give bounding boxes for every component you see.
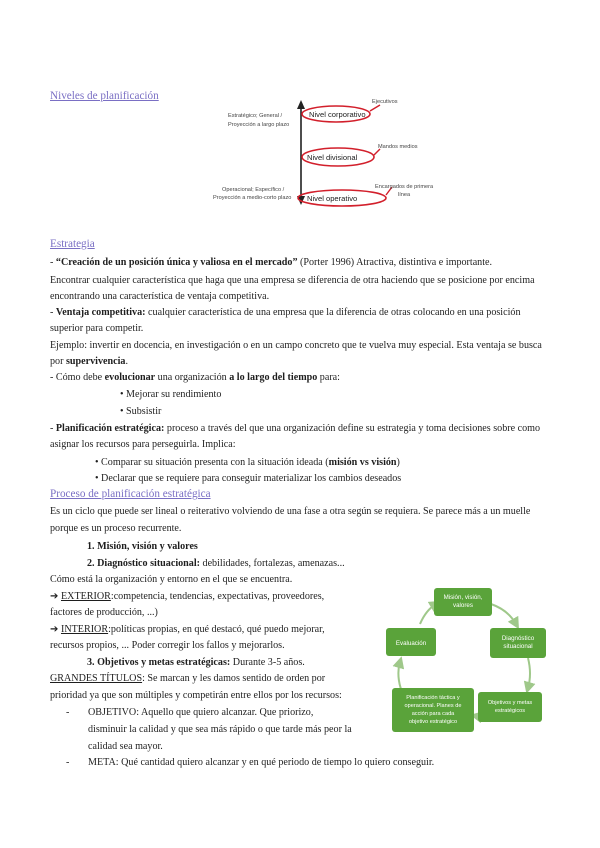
dash-objetivo: -: [66, 707, 70, 718]
p5-suffix: para:: [317, 372, 340, 383]
estrategia-p4a: Ejemplo: invertir en docencia, en investigación o en un campo concreto que te vuelva muy especial. Esta ventaja se busca: [50, 340, 542, 351]
item-diagnostico: [87, 557, 345, 571]
estrategia-p3b: superior para competir.: [50, 323, 144, 334]
proceso-p1a: Es un ciclo que puede ser lineal o reiterativo volviendo de una fase a otra según se requiera. Se parece más a un muelle: [50, 506, 531, 517]
right-label-mandos: Mandos medios: [378, 144, 418, 150]
p3-prefix: -: [50, 307, 56, 318]
p3-rest: cualquier característica de una empresa que la diferencia de otras colocando en una posición: [145, 307, 521, 318]
left-bottom-label-1: Operacional; Específico /: [222, 187, 285, 193]
section-title-niveles[interactable]: Niveles de planificación: [50, 90, 159, 102]
p4b-prefix: por: [50, 356, 66, 367]
p1-rest: (Porter 1996) Atractiva, distintiva e importante.: [297, 257, 493, 268]
exterior-line-b: factores de producción, ...): [50, 607, 158, 618]
p6-rest: proceso a través del que una organización define su estrategia y toma decisiones sobre como: [164, 423, 541, 434]
node-diagnostico-l1: Diagnóstico: [501, 635, 535, 642]
interior-label: INTERIOR: [60, 624, 109, 635]
estrategia-p3: [50, 306, 521, 320]
objetivo-line-c: calidad sea mayor.: [88, 741, 163, 752]
p4b-suffix: .: [125, 356, 128, 367]
exterior-label: EXTERIOR: [60, 591, 111, 602]
node-planificacion-l2: operacional. Planes de: [404, 703, 462, 709]
exterior-line: [50, 590, 324, 604]
item1-bold: 1. Misión, visión y valores: [87, 541, 198, 552]
arrow-up-icon: [297, 100, 305, 109]
bullet-comparar: [95, 456, 400, 470]
grandes-titulos-label: GRANDES TÍTULOS: [50, 673, 143, 684]
node-objetivos-l1: Objetivos y metas: [487, 700, 533, 706]
bullet-declarar: • Declarar que se requiere para conseguir materializar los cambios deseados: [95, 473, 402, 484]
cycle-arrow-2: [528, 658, 530, 688]
section-title-proceso[interactable]: Proceso de planificación estratégica: [50, 488, 211, 500]
p5-mid: una organización: [155, 372, 230, 383]
estrategia-p4b: [50, 355, 128, 369]
right-label-encargados-2: línea: [398, 192, 411, 198]
left-top-label-2: Proyección a largo plazo: [228, 122, 290, 128]
left-top-label-1: Estratégico; General /: [228, 113, 283, 119]
bullet-subsistir: • Subsistir: [120, 406, 162, 417]
node-evaluacion-l1: Evaluación: [395, 640, 427, 647]
estrategia-p2b: encontrando una característica de ventaja competitiva.: [50, 291, 270, 302]
arrow-right-icon: ➔: [50, 591, 61, 602]
node-diagnostico-l2: situacional: [503, 643, 533, 650]
p1-bold: “Creación de un posición única y valiosa en el mercado”: [55, 257, 298, 268]
p5-prefix: - Cómo debe: [50, 372, 105, 383]
interior-line: [50, 623, 325, 637]
level-corporativo: Nivel corporativo: [309, 110, 366, 119]
arrow-right-icon: ➔: [50, 624, 61, 635]
grandes-titulos-rest: : Se marcan y les damos sentido de orden por: [142, 673, 326, 684]
p6-prefix: -: [50, 423, 56, 434]
proceso-p1b: porque es un proceso recurrente.: [50, 523, 182, 534]
cycle-arrow-4: [398, 662, 402, 692]
node-objetivos-l2: estratégicos: [494, 708, 526, 714]
level-operativo: Nivel operativo: [307, 194, 358, 203]
b2-bold: misión vs visión: [328, 457, 397, 468]
dash-meta: -: [66, 757, 70, 768]
exterior-rest: :competencia, tendencias, expectativas, proveedores,: [110, 591, 325, 602]
b2-prefix: • Comparar su situación presenta con la situación ideada (: [95, 457, 329, 468]
grandes-titulos-b: prioridad ya que son múltiples y competirán entre ellos por los recursos:: [50, 690, 342, 701]
objetivo-line-b: disminuir la calidad y que sea más rápido o que tarde más peor la: [88, 724, 352, 735]
right-label-encargados-1: Encargados de primera: [375, 184, 434, 190]
connector-ejecutivos: [370, 105, 380, 111]
objetivo-line: OBJETIVO: Aquello que quiero alcanzar. Que priorizo,: [88, 707, 314, 718]
item2-bold: 2. Diagnóstico situacional:: [87, 558, 200, 569]
proceso-p2: Cómo está la organización y entorno en el que se encuentra.: [50, 574, 293, 585]
node-mision-l2: valores: [453, 602, 473, 609]
left-bottom-label-2: Proyección a medio-corto plazo: [213, 195, 292, 201]
p4b-bold: supervivencia: [65, 356, 126, 367]
p1-prefix: -: [50, 257, 56, 268]
estrategia-p2a: Encontrar cualquier característica que haga que una empresa se diferencia de otra haciendo que se posicione por encima: [50, 275, 535, 286]
section-title-estrategia[interactable]: Estrategia: [50, 238, 95, 250]
interior-rest: :políticas propias, en qué destacó, qué puedo mejorar,: [108, 624, 325, 635]
cycle-arrow-1: [491, 604, 516, 624]
bullet-mejorar: • Mejorar su rendimiento: [120, 389, 222, 400]
meta-line: META: Qué cantidad quiero alcanzar y en qué periodo de tiempo lo quiero conseguir.: [88, 757, 435, 768]
grandes-titulos-line: [50, 672, 325, 686]
node-objetivos: [478, 692, 542, 722]
cycle-diagram: [380, 580, 580, 740]
estrategia-p6: [50, 422, 540, 436]
node-planificacion-l4: objetivo estratégico: [408, 719, 458, 725]
item3-bold: 3. Objetivos y metas estratégicas:: [87, 657, 231, 668]
interior-line-b: recursos propios, ... Poder corregir los fallos y mejorarlos.: [50, 640, 285, 651]
p3-bold: Ventaja competitiva:: [55, 307, 146, 318]
node-planificacion-l3: acción para cada: [411, 711, 455, 717]
estrategia-p6b: asignar los recursos para perseguirla. Implica:: [50, 439, 236, 450]
b2-suffix: ): [396, 457, 400, 468]
level-divisional: Nivel divisional: [307, 153, 358, 162]
p5-bold1: evolucionar: [104, 372, 156, 383]
item-objetivos: [87, 656, 305, 670]
p5-bold2: a lo largo del tiempo: [229, 372, 318, 383]
item-mision: [87, 540, 198, 554]
estrategia-p1: [50, 256, 492, 270]
p6-bold: Planificación estratégica:: [55, 423, 165, 434]
estrategia-p5: [50, 371, 340, 385]
planning-levels-diagram: [0, 95, 600, 215]
node-planificacion-l1: Planificación táctica y: [406, 695, 460, 701]
node-mision-l1: Misión, visión,: [443, 594, 483, 601]
right-label-ejecutivos: Ejecutivos: [372, 99, 398, 105]
item2-rest: debilidades, fortalezas, amenazas...: [200, 558, 345, 569]
item3-rest: Durante 3-5 años.: [230, 657, 305, 668]
cycle-arrow-5: [420, 604, 436, 624]
